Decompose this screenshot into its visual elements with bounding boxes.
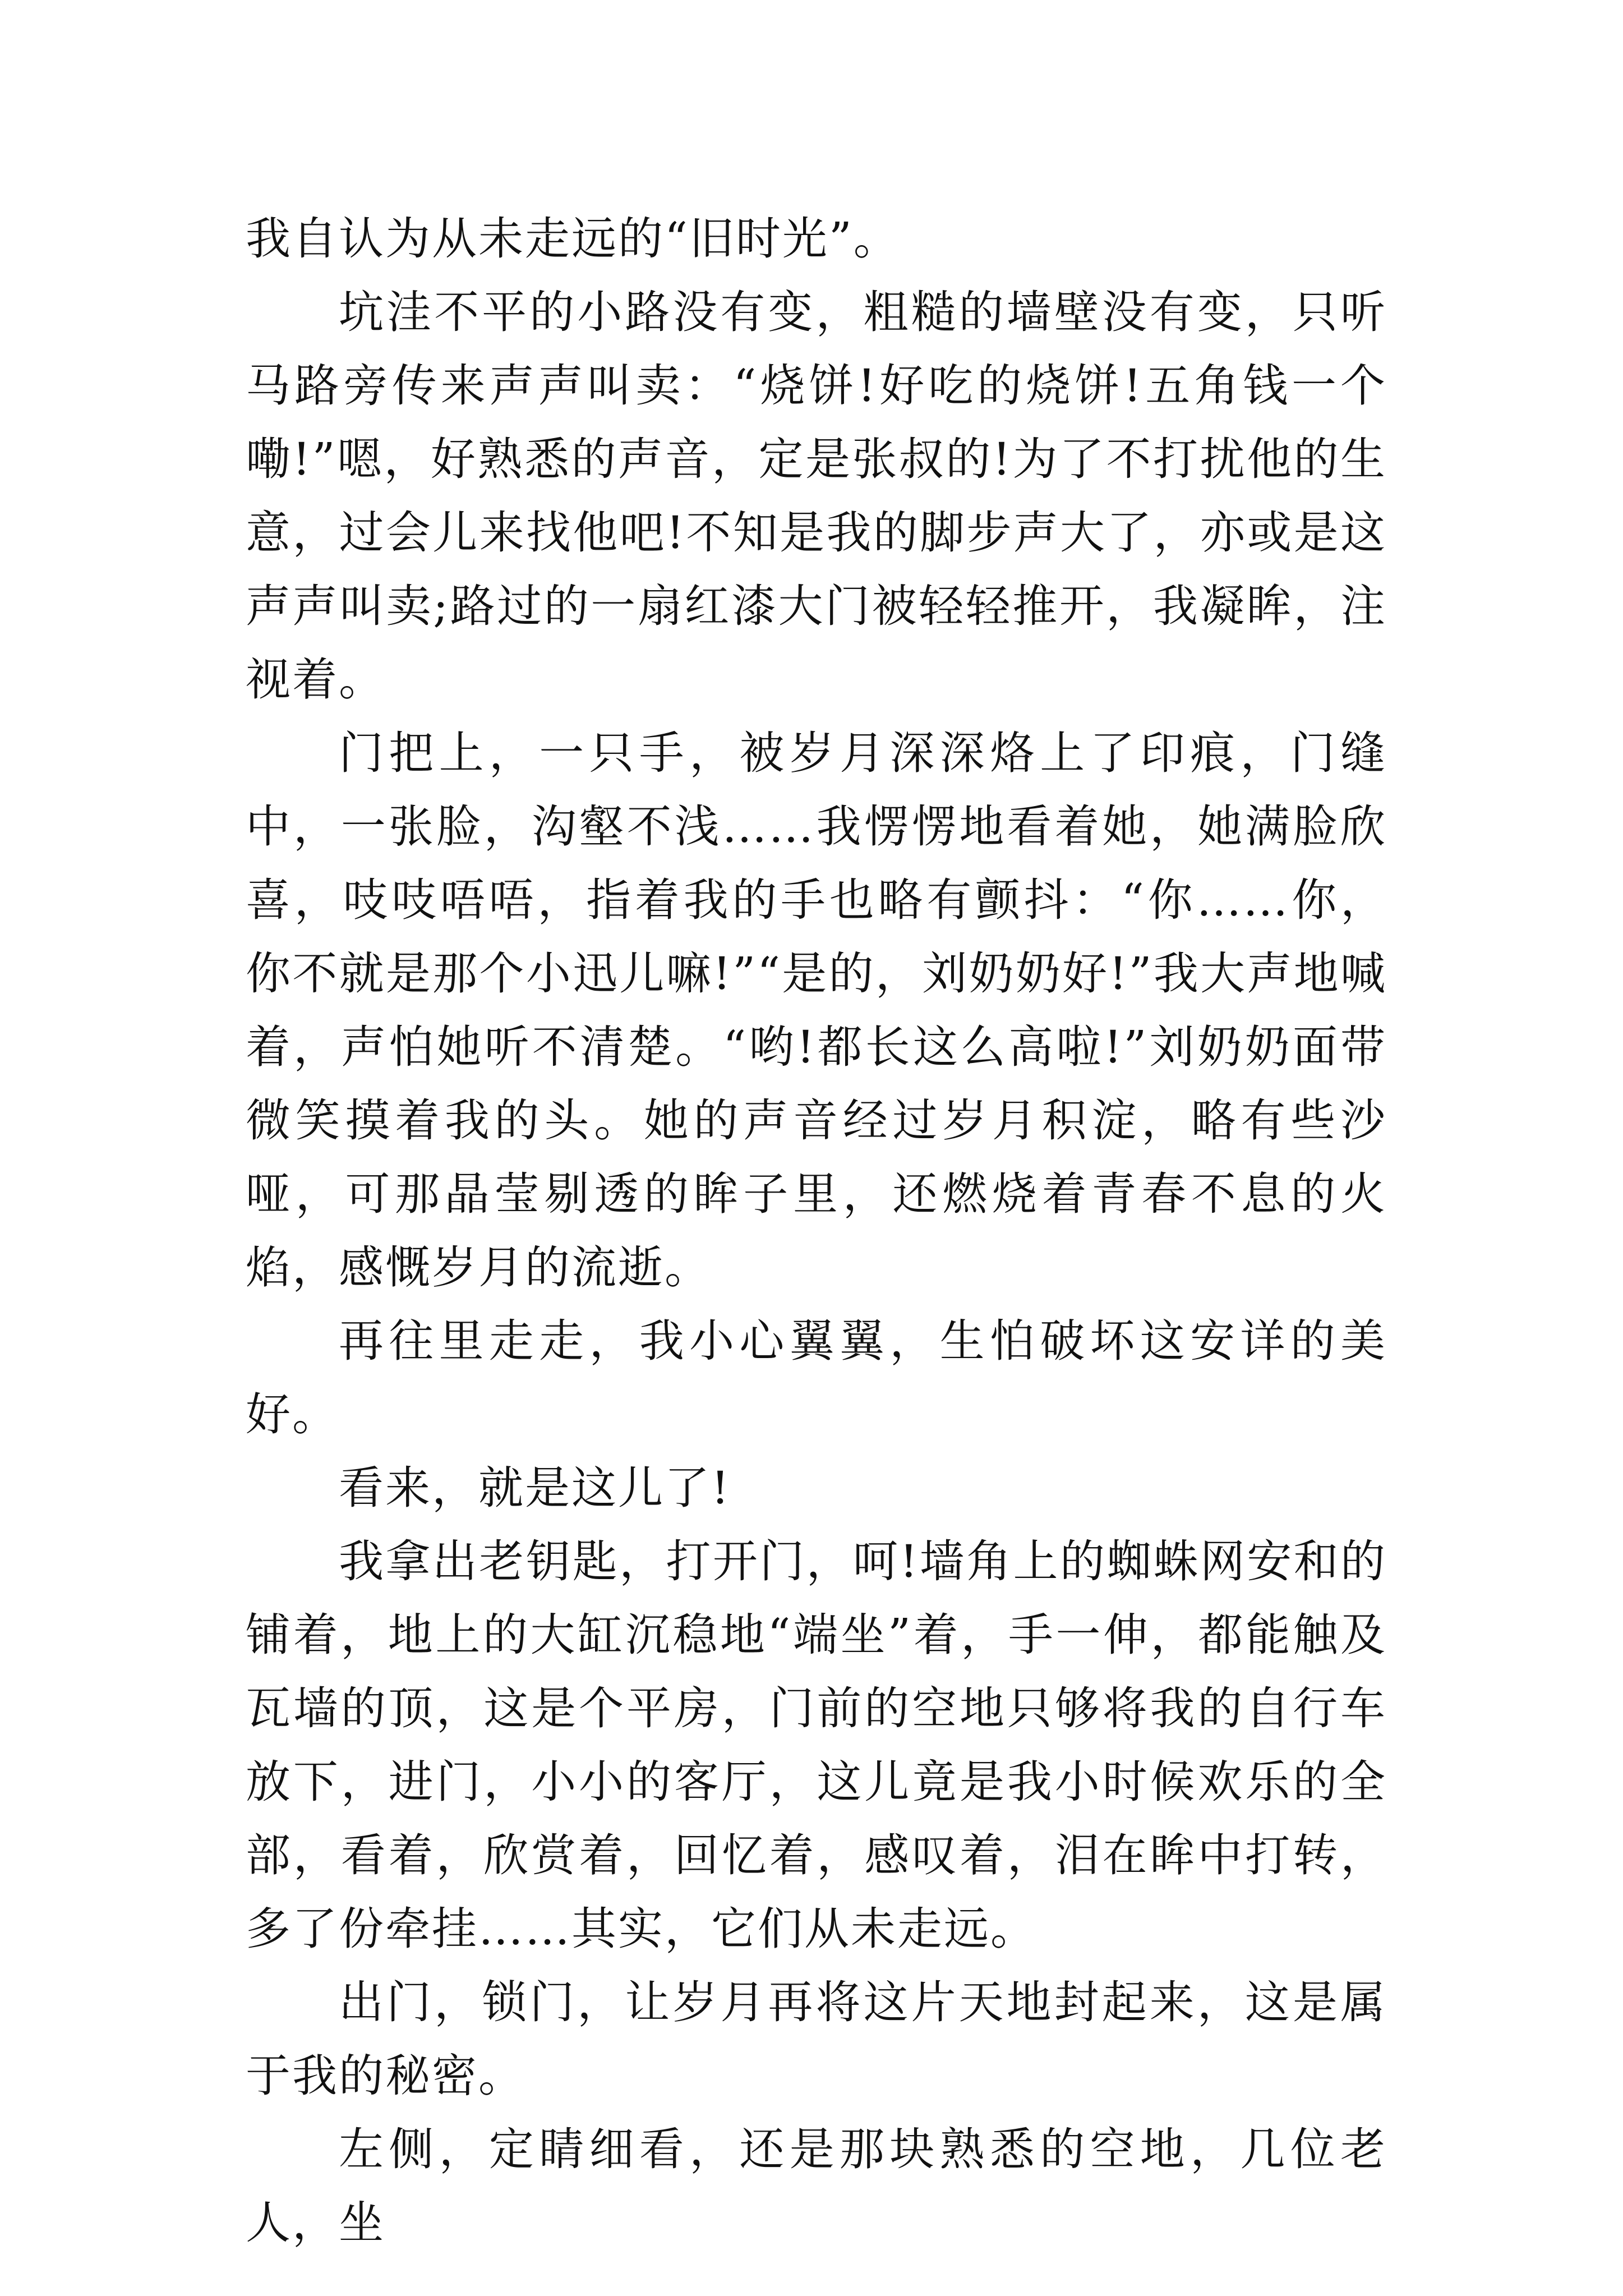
paragraph: 看来，就是这儿了! <box>339 1462 731 1514</box>
paragraph: 出门，锁门，让岁月再将这片天地封起来，这是属于我的秘密。 <box>246 1976 1387 2102</box>
paragraph: 我拿出老钥匙，打开门，呵!墙角上的蜘蛛网安和的铺着，地上的大缸沉稳地“端坐”着，手一伸，都能触及瓦墙的顶，这是个平房，门前的空地只够将我的自行车放下，进门，小小的客厅，这儿竟是我小时候欢乐的全部，看着，欣赏着，回忆着，感叹着，泪在眸中打转，多了份牵挂……其实，它们从未走远。 <box>246 1535 1387 1955</box>
paragraph-continuation: 我自认为从未走远的“旧时光”。 <box>246 213 900 265</box>
paragraph: 再往里走走，我小心翼翼，生怕破坏这安详的美好。 <box>246 1315 1387 1441</box>
document-body <box>246 202 1387 2260</box>
paragraph: 坑洼不平的小路没有变，粗糙的墙壁没有变，只听马路旁传来声声叫卖：“烧饼!好吃的烧饼!五角钱一个嘞!”嗯，好熟悉的声音，定是张叔的!为了不打扰他的生意，过会儿来找他吧!不知是我的脚步声大了，亦或是这声声叫卖;路过的一扇红漆大门被轻轻推开，我凝眸，注视着。 <box>246 286 1387 706</box>
paragraph: 左侧，定睛细看，还是那块熟悉的空地，几位老人，坐 <box>246 2123 1387 2249</box>
paragraph: 门把上，一只手，被岁月深深烙上了印痕，门缝中，一张脸，沟壑不浅……我愣愣地看着她，她满脸欣喜，吱吱唔唔，指着我的手也略有颤抖：“你……你，你不就是那个小迅儿嘛!”“是的，刘奶奶好!”我大声地喊着，声怕她听不清楚。“哟!都长这么高啦!”刘奶奶面带微笑摸着我的头。她的声音经过岁月积淀，略有些沙哑，可那晶莹剔透的眸子里，还燃烧着青春不息的火焰，感慨岁月的流逝。 <box>246 727 1387 1294</box>
